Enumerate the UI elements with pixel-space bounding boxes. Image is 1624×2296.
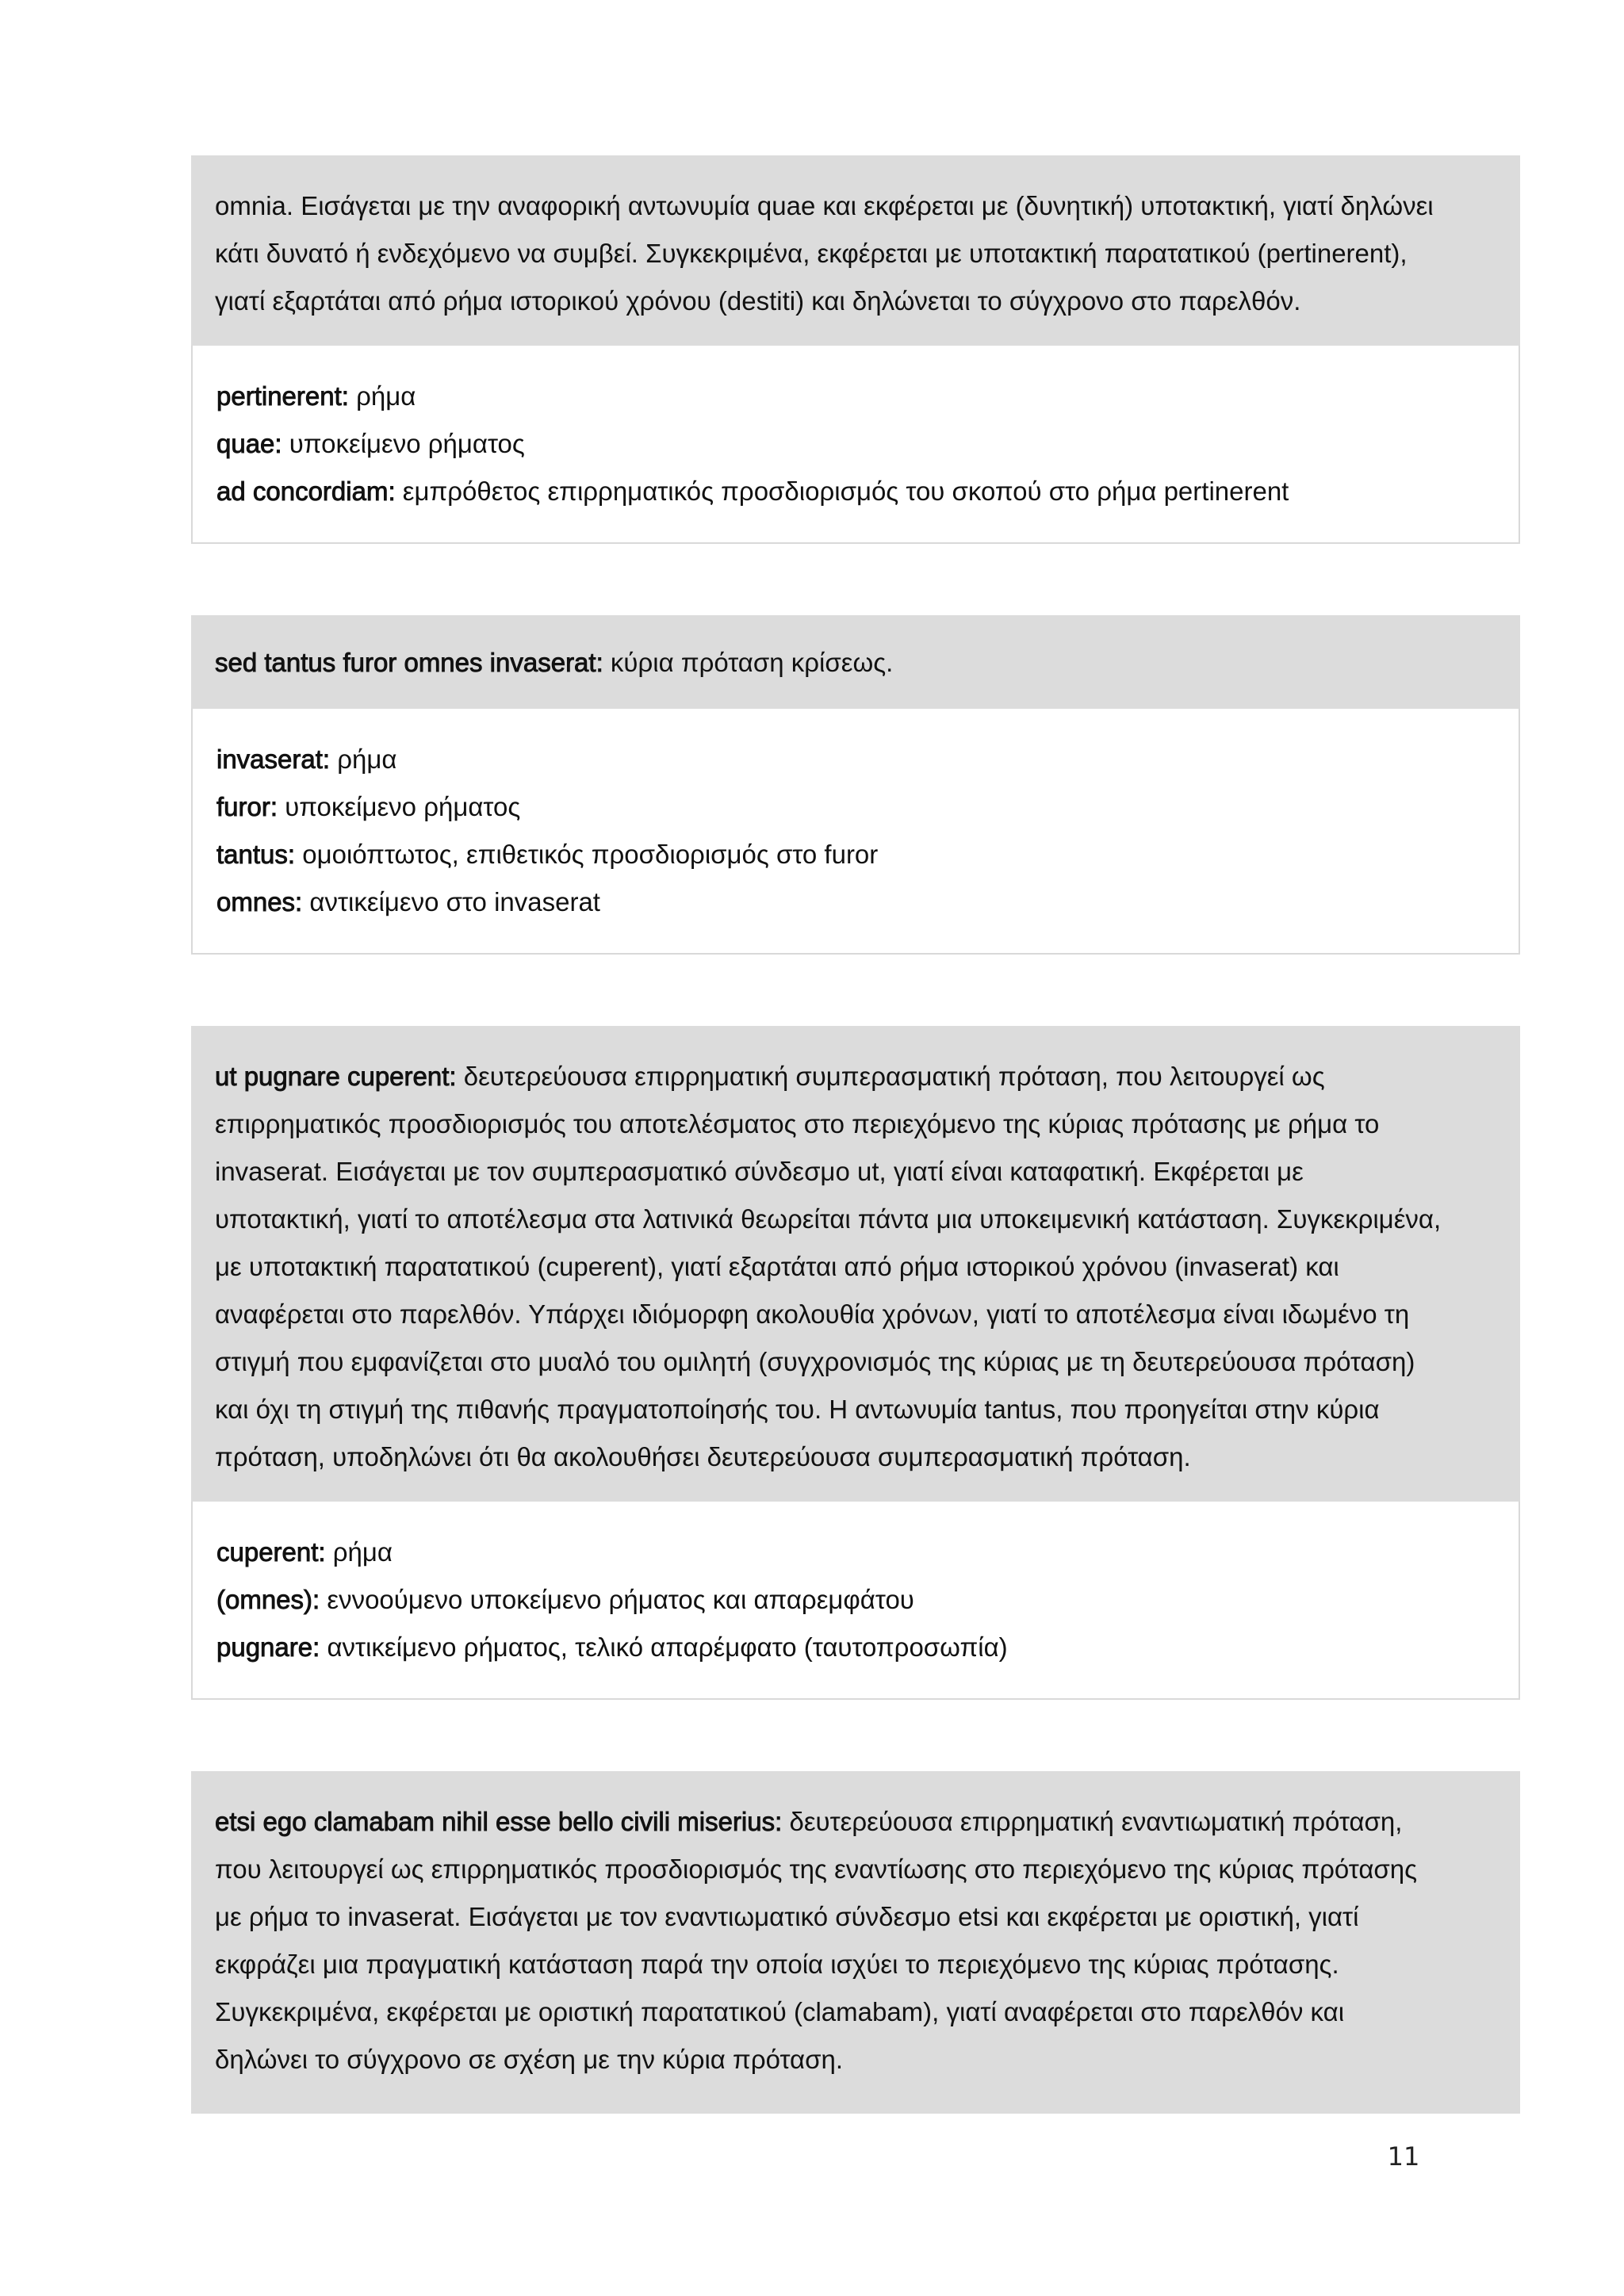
- lead-line: και όχι τη στιγμή της πιθανής πραγματοποίησής του. Η αντωνυμία tantus, που προηγείται στην κύρια: [215, 1395, 1380, 1424]
- term-label: invaserat:: [216, 744, 331, 774]
- term-description: υποκείμενο ρήματος: [282, 429, 525, 458]
- term-label: furor:: [216, 792, 278, 821]
- clause-description: κύρια πρόταση κρίσεως.: [603, 648, 894, 677]
- clause-label: sed tantus furor omnes invaserat:: [215, 648, 603, 677]
- analysis-item: [216, 1576, 1495, 1624]
- clause-label: etsi ego clamabam nihil esse bello civili miserius:: [215, 1807, 783, 1836]
- term-label: pertinerent:: [216, 381, 349, 411]
- analysis-item: [216, 736, 1495, 783]
- lead-box-4: [191, 1771, 1520, 2114]
- term-description: αντικείμενο στο invaserat: [302, 887, 600, 916]
- lead-line: με υποτακτική παρατατικού (cuperent), γιατί εξαρτάται από ρήμα ιστορικού χρόνου (invaserat) και: [215, 1252, 1339, 1281]
- analysis-box-1: [191, 346, 1520, 544]
- term-label: ad concordiam:: [216, 476, 396, 506]
- term-description: εμπρόθετος επιρρηματικός προσδιορισμός του σκοπού στο ρήμα pertinerent: [395, 476, 1289, 506]
- term-label: omnes:: [216, 887, 303, 916]
- lead-line: κάτι δυνατό ή ενδεχόμενο να συμβεί. Συγκεκριμένα, εκφέρεται με υποτακτική παρατατικού (pertinerent),: [215, 239, 1408, 268]
- term-description: υποκείμενο ρήματος: [278, 792, 521, 821]
- term-label: cuperent:: [216, 1537, 326, 1567]
- lead-box-3: [191, 1026, 1520, 1511]
- term-label: pugnare:: [216, 1632, 320, 1662]
- lead-line: που λειτουργεί ως επιρρηματικός προσδιορισμός της εναντίωσης στο περιεχόμενο της κύριας πρότασης: [215, 1854, 1418, 1884]
- clause-label: ut pugnare cuperent:: [215, 1062, 457, 1091]
- lead-line: στιγμή που εμφανίζεται στο μυαλό του ομιλητή (συγχρονισμός της κύριας με τη δευτερεύουσα πρόταση): [215, 1347, 1415, 1376]
- lead-line: αναφέρεται στο παρελθόν. Υπάρχει ιδιόμορφη ακολουθία χρόνων, γιατί το αποτέλεσμα είναι ιδωμένο τη: [215, 1299, 1410, 1329]
- analysis-item: [216, 468, 1495, 515]
- term-label: tantus:: [216, 840, 296, 869]
- lead-box-1: [191, 155, 1520, 355]
- analysis-item: [216, 831, 1495, 878]
- page-number: 11: [1387, 2141, 1420, 2172]
- clause-description: δευτερεύουσα επιρρηματική συμπερασματική πρόταση, που λειτουργεί ως: [456, 1062, 1325, 1091]
- term-label: quae:: [216, 429, 282, 458]
- analysis-item: [216, 1624, 1495, 1671]
- term-description: εννοούμενο υποκείμενο ρήματος και απαρεμφάτου: [320, 1585, 914, 1614]
- analysis-item: [216, 878, 1495, 926]
- lead-line: [215, 1053, 1496, 1100]
- analysis-item: [216, 1529, 1495, 1576]
- clause-description: δευτερεύουσα επιρρηματική εναντιωματική πρόταση,: [782, 1807, 1403, 1836]
- term-description: ομοιόπτωτος, επιθετικός προσδιορισμός στο furor: [295, 840, 879, 869]
- lead-line: [215, 639, 1496, 687]
- term-description: ρήμα: [325, 1537, 393, 1567]
- analysis-box-2: [191, 709, 1520, 955]
- analysis-item: [216, 783, 1495, 831]
- analysis-box-3: [191, 1502, 1520, 1700]
- lead-line: με ρήμα το invaserat. Εισάγεται με τον εναντιωματικό σύνδεσμο etsi και εκφέρεται με οριστική, γιατί: [215, 1902, 1359, 1931]
- term-description: αντικείμενο ρήματος, τελικό απαρέμφατο (ταυτοπροσωπία): [320, 1632, 1008, 1662]
- lead-line: [215, 1798, 1496, 1846]
- term-label: (omnes):: [216, 1585, 320, 1614]
- lead-line: invaserat. Εισάγεται με τον συμπερασματικό σύνδεσμο ut, γιατί είναι καταφατική. Εκφέρεται με: [215, 1157, 1304, 1186]
- analysis-item: [216, 373, 1495, 420]
- lead-line: υποτακτική, γιατί το αποτέλεσμα στα λατινικά θεωρείται πάντα μια υποκειμενική κατάσταση. Συγκεκριμένα,: [215, 1204, 1442, 1234]
- term-description: ρήμα: [330, 744, 397, 774]
- lead-line: δηλώνει το σύγχρονο σε σχέση με την κύρια πρόταση.: [215, 2045, 844, 2074]
- lead-line: omnia. Εισάγεται με την αναφορική αντωνυμία quae και εκφέρεται με (δυνητική) υποτακτική, γιατί δηλώνει: [215, 191, 1434, 220]
- lead-line: Συγκεκριμένα, εκφέρεται με οριστική παρατατικού (clamabam), γιατί αναφέρεται στο παρελθόν και: [215, 1997, 1345, 2026]
- analysis-item: [216, 420, 1495, 468]
- lead-line: επιρρηματικός προσδιορισμός του αποτελέσματος στο περιεχόμενο της κύριας πρότασης με ρήμα το: [215, 1109, 1380, 1138]
- lead-line: πρόταση, υποδηλώνει ότι θα ακολουθήσει δευτερεύουσα συμπερασματική πρόταση.: [215, 1442, 1191, 1471]
- lead-line: εκφράζει μια πραγματική κατάσταση παρά την οποία ισχύει το περιεχόμενο της κύριας πρότασης.: [215, 1950, 1339, 1979]
- lead-line: γιατί εξαρτάται από ρήμα ιστορικού χρόνου (destiti) και δηλώνεται το σύγχρονο στο παρελθόν.: [215, 286, 1301, 316]
- term-description: ρήμα: [348, 381, 416, 411]
- lead-box-2: [191, 615, 1520, 709]
